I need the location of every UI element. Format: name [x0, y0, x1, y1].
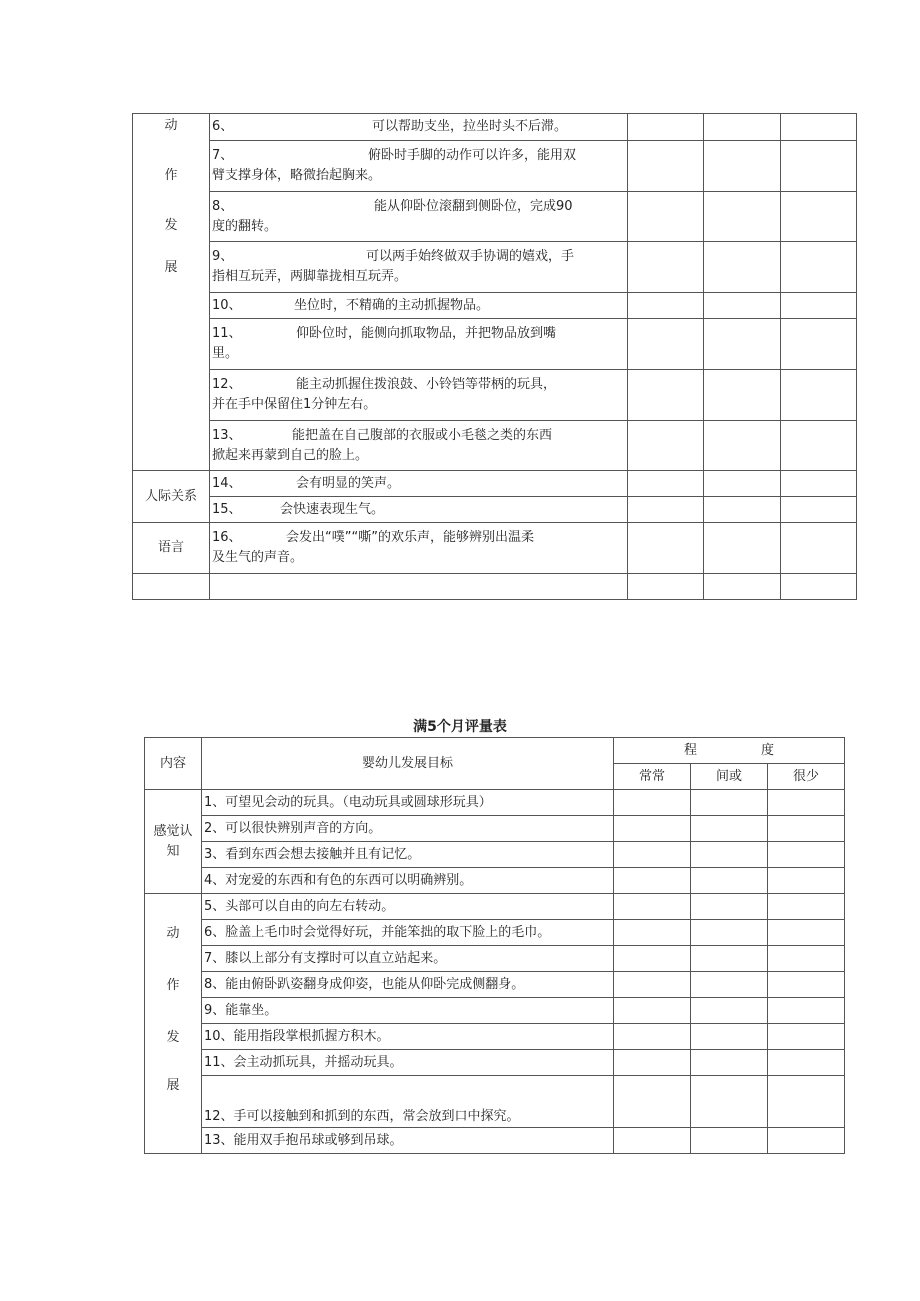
table-row [145, 972, 845, 998]
table-row [145, 946, 845, 972]
check-often[interactable] [628, 141, 704, 192]
check-rarely[interactable] [781, 471, 857, 497]
check-rarely[interactable] [781, 370, 857, 421]
header-row [145, 738, 845, 764]
check-sometimes[interactable] [691, 790, 768, 816]
table-row [133, 471, 857, 497]
header-goal: 婴幼儿发展目标 [202, 738, 614, 790]
item-14: 14、 会有明显的笑声。 [210, 471, 628, 497]
check-often[interactable] [628, 471, 704, 497]
item-11: 11、会主动抓玩具，并摇动玩具。 [202, 1050, 614, 1076]
table-row [133, 141, 857, 192]
check-rarely[interactable] [781, 421, 857, 471]
category-motor-development: 动 作 发 展 [133, 114, 210, 471]
check-often[interactable] [628, 319, 704, 370]
category-motor-development: 动 作 发 展 [145, 894, 202, 1154]
check-rarely[interactable] [781, 141, 857, 192]
table-row [133, 370, 857, 421]
table-row [133, 574, 857, 600]
check-often[interactable] [614, 998, 691, 1024]
check-often[interactable] [628, 421, 704, 471]
table-row [133, 242, 857, 293]
check-often[interactable] [614, 1024, 691, 1050]
check-rarely[interactable] [781, 497, 857, 523]
check-rarely[interactable] [768, 816, 845, 842]
check-often[interactable] [614, 1076, 691, 1128]
item-4: 4、对宠爱的东西和有色的东西可以明确辨别。 [202, 868, 614, 894]
item-12: 12、 能主动抓握住拨浪鼓、小铃铛等带柄的玩具， 并在手中保留住1分钟左右。 [210, 370, 628, 421]
header-often: 常常 [614, 764, 691, 790]
table-row [145, 894, 845, 920]
check-sometimes[interactable] [704, 421, 781, 471]
table-row [133, 293, 857, 319]
category-sensory-cognition: 感觉认 知 [145, 790, 202, 894]
item-5: 5、头部可以自由的向左右转动。 [202, 894, 614, 920]
item-2: 2、可以很快辨别声音的方向。 [202, 816, 614, 842]
table-row [145, 1128, 845, 1154]
table-row [133, 523, 857, 574]
check-sometimes[interactable] [704, 523, 781, 574]
table-row [145, 998, 845, 1024]
check-rarely[interactable] [768, 1128, 845, 1154]
category-language: 语言 [133, 523, 210, 574]
item-6: 6、脸盖上毛巾时会觉得好玩，并能笨拙的取下脸上的毛巾。 [202, 920, 614, 946]
check-sometimes[interactable] [704, 471, 781, 497]
item-6: 6、 可以帮助支坐，拉坐时头不后滞。 [210, 114, 628, 141]
check-rarely[interactable] [768, 1050, 845, 1076]
check-often[interactable] [614, 972, 691, 998]
check-often[interactable] [628, 574, 704, 600]
check-rarely[interactable] [781, 192, 857, 242]
item-10: 10、 坐位时，不精确的主动抓握物品。 [210, 293, 628, 319]
check-sometimes[interactable] [691, 946, 768, 972]
check-often[interactable] [628, 242, 704, 293]
check-often[interactable] [614, 1050, 691, 1076]
check-often[interactable] [628, 370, 704, 421]
table-row [145, 868, 845, 894]
check-often[interactable] [628, 523, 704, 574]
item-1: 1、可望见会动的玩具。（电动玩具或圆球形玩具） [202, 790, 614, 816]
table-row [145, 920, 845, 946]
header-content: 内容 [145, 738, 202, 790]
item-7: 7、膝以上部分有支撑时可以直立站起来。 [202, 946, 614, 972]
table-row [145, 1076, 845, 1128]
table-row [145, 1024, 845, 1050]
check-often[interactable] [614, 842, 691, 868]
check-rarely[interactable] [781, 319, 857, 370]
empty-cell [210, 574, 628, 600]
header-sometimes: 间或 [691, 764, 768, 790]
check-sometimes[interactable] [691, 868, 768, 894]
check-rarely[interactable] [781, 523, 857, 574]
header-rarely: 很少 [768, 764, 845, 790]
check-often[interactable] [614, 868, 691, 894]
header-degree: 程 度 [614, 738, 845, 764]
assessment-table-5-months [144, 737, 845, 1154]
check-rarely[interactable] [768, 920, 845, 946]
check-often[interactable] [614, 894, 691, 920]
item-16: 16、 会发出“噗”“嘶”的欢乐声，能够辨别出温柔 及生气的声音。 [210, 523, 628, 574]
table-row [133, 192, 857, 242]
check-rarely[interactable] [781, 114, 857, 141]
category-interpersonal: 人际关系 [133, 471, 210, 523]
check-often[interactable] [628, 192, 704, 242]
check-often[interactable] [614, 946, 691, 972]
item-9: 9、 可以两手始终做双手协调的嬉戏，手 指相互玩弄，两脚靠拢相互玩弄。 [210, 242, 628, 293]
check-sometimes[interactable] [704, 114, 781, 141]
check-rarely[interactable] [768, 842, 845, 868]
table-row [145, 816, 845, 842]
table-title: 满5个月评量表 [413, 719, 507, 735]
item-15: 15、 会快速表现生气。 [210, 497, 628, 523]
check-often[interactable] [614, 816, 691, 842]
check-sometimes[interactable] [691, 920, 768, 946]
check-often[interactable] [614, 920, 691, 946]
check-sometimes[interactable] [691, 894, 768, 920]
check-sometimes[interactable] [704, 319, 781, 370]
check-often[interactable] [614, 1128, 691, 1154]
table-row [133, 114, 857, 141]
check-often[interactable] [628, 293, 704, 319]
check-rarely[interactable] [781, 574, 857, 600]
check-sometimes[interactable] [704, 574, 781, 600]
check-rarely[interactable] [768, 1076, 845, 1128]
table-row [133, 319, 857, 370]
check-sometimes[interactable] [691, 998, 768, 1024]
empty-cell [133, 574, 210, 600]
item-3: 3、看到东西会想去接触并且有记忆。 [202, 842, 614, 868]
check-often[interactable] [628, 114, 704, 141]
check-often[interactable] [628, 497, 704, 523]
check-rarely[interactable] [768, 894, 845, 920]
item-13: 13、能用双手抱吊球或够到吊球。 [202, 1128, 614, 1154]
check-sometimes[interactable] [704, 370, 781, 421]
check-sometimes[interactable] [691, 972, 768, 998]
check-sometimes[interactable] [704, 293, 781, 319]
item-9: 9、能靠坐。 [202, 998, 614, 1024]
check-sometimes[interactable] [704, 192, 781, 242]
check-rarely[interactable] [768, 972, 845, 998]
item-11: 11、 仰卧位时，能侧向抓取物品，并把物品放到嘴 里。 [210, 319, 628, 370]
item-7: 7、 俯卧时手脚的动作可以许多，能用双 臂支撑身体，略微抬起胸来。 [210, 141, 628, 192]
assessment-table-continued [132, 113, 857, 600]
check-sometimes[interactable] [704, 242, 781, 293]
table-row [133, 421, 857, 471]
check-sometimes[interactable] [691, 1076, 768, 1128]
table-row [145, 1050, 845, 1076]
check-rarely[interactable] [768, 998, 845, 1024]
check-sometimes[interactable] [691, 842, 768, 868]
table-row [145, 790, 845, 816]
check-rarely[interactable] [781, 293, 857, 319]
check-sometimes[interactable] [691, 1128, 768, 1154]
item-8: 8、能由俯卧趴姿翻身成仰姿，也能从仰卧完成侧翻身。 [202, 972, 614, 998]
check-rarely[interactable] [768, 1024, 845, 1050]
check-rarely[interactable] [781, 242, 857, 293]
item-13: 13、 能把盖在自己腹部的衣服或小毛毯之类的东西 掀起来再蒙到自己的脸上。 [210, 421, 628, 471]
check-sometimes[interactable] [691, 816, 768, 842]
check-rarely[interactable] [768, 946, 845, 972]
check-sometimes[interactable] [704, 141, 781, 192]
check-rarely[interactable] [768, 868, 845, 894]
check-sometimes[interactable] [691, 1024, 768, 1050]
item-10: 10、能用指段掌根抓握方积木。 [202, 1024, 614, 1050]
check-rarely[interactable] [768, 790, 845, 816]
check-sometimes[interactable] [691, 1050, 768, 1076]
table-row [133, 497, 857, 523]
item-12: 12、手可以接触到和抓到的东西，常会放到口中探究。 [202, 1076, 614, 1128]
check-sometimes[interactable] [704, 497, 781, 523]
check-often[interactable] [614, 790, 691, 816]
table-row [145, 842, 845, 868]
item-8: 8、 能从仰卧位滚翻到侧卧位，完成90 度的翻转。 [210, 192, 628, 242]
